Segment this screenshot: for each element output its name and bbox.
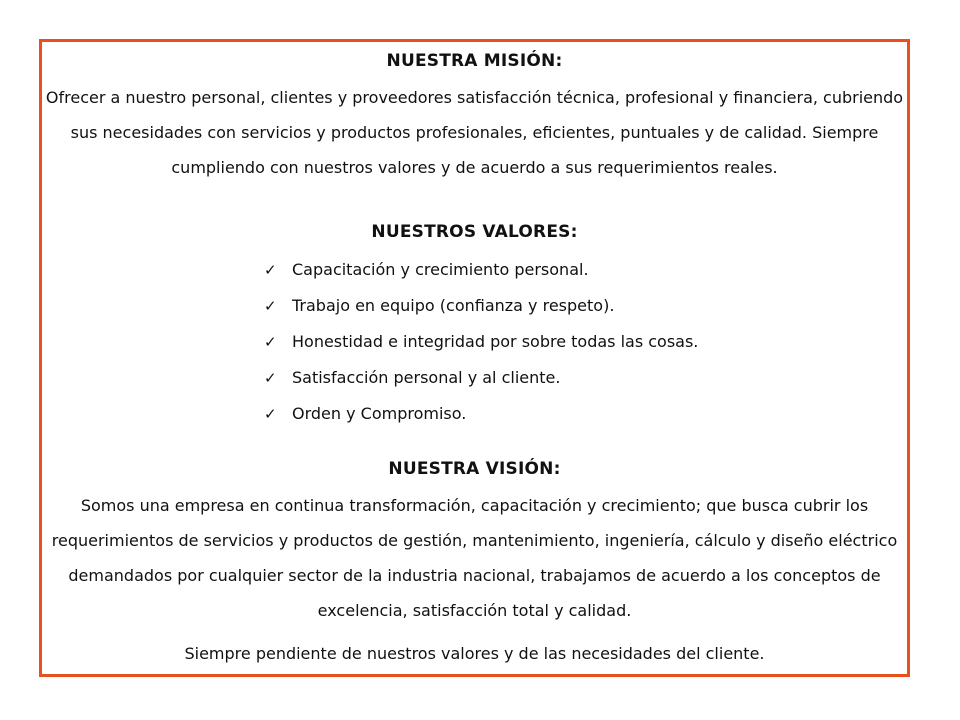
values-list — [264, 252, 698, 432]
check-icon: ✓ — [264, 297, 277, 315]
vision-line: requerimientos de servicios y productos de gestión, mantenimiento, ingeniería, cálculo y diseño eléctrico — [51, 531, 898, 550]
value-label: Trabajo en equipo (confianza y respeto). — [292, 296, 615, 315]
check-icon: ✓ — [264, 405, 277, 423]
vision-line: demandados por cualquier sector de la industria nacional, trabajamos de acuerdo a los conceptos de — [68, 566, 881, 585]
vision-line: Somos una empresa en continua transformación, capacitación y crecimiento; que busca cubrir los — [80, 496, 869, 515]
value-label: Orden y Compromiso. — [292, 404, 467, 423]
check-icon: ✓ — [264, 261, 277, 279]
list-item — [264, 360, 698, 396]
list-item — [264, 324, 698, 360]
vision-closing: Siempre pendiente de nuestros valores y de las necesidades del cliente. — [184, 644, 765, 663]
check-icon: ✓ — [264, 369, 277, 387]
value-label: Honestidad e integridad por sobre todas las cosas. — [292, 332, 699, 351]
mission-text — [42, 80, 907, 185]
vision-line: excelencia, satisfacción total y calidad. — [317, 601, 632, 620]
check-icon: ✓ — [264, 333, 277, 351]
value-label: Capacitación y crecimiento personal. — [292, 260, 589, 279]
value-label: Satisfacción personal y al cliente. — [292, 368, 561, 387]
mission-line: cumpliendo con nuestros valores y de acuerdo a sus requerimientos reales. — [171, 158, 778, 177]
values-heading: NUESTROS VALORES: — [371, 222, 578, 242]
vision-text — [42, 488, 907, 628]
list-item — [264, 252, 698, 288]
mission-heading: NUESTRA MISIÓN: — [386, 51, 563, 71]
mission-line: Ofrecer a nuestro personal, clientes y proveedores satisfacción técnica, profesional y financiera, cubriendo — [45, 88, 904, 107]
vision-heading: NUESTRA VISIÓN: — [388, 459, 561, 479]
list-item — [264, 396, 698, 432]
document-frame — [39, 39, 910, 677]
list-item — [264, 288, 698, 324]
mission-line: sus necesidades con servicios y productos profesionales, eficientes, puntuales y de calidad. Siempre — [70, 123, 879, 142]
